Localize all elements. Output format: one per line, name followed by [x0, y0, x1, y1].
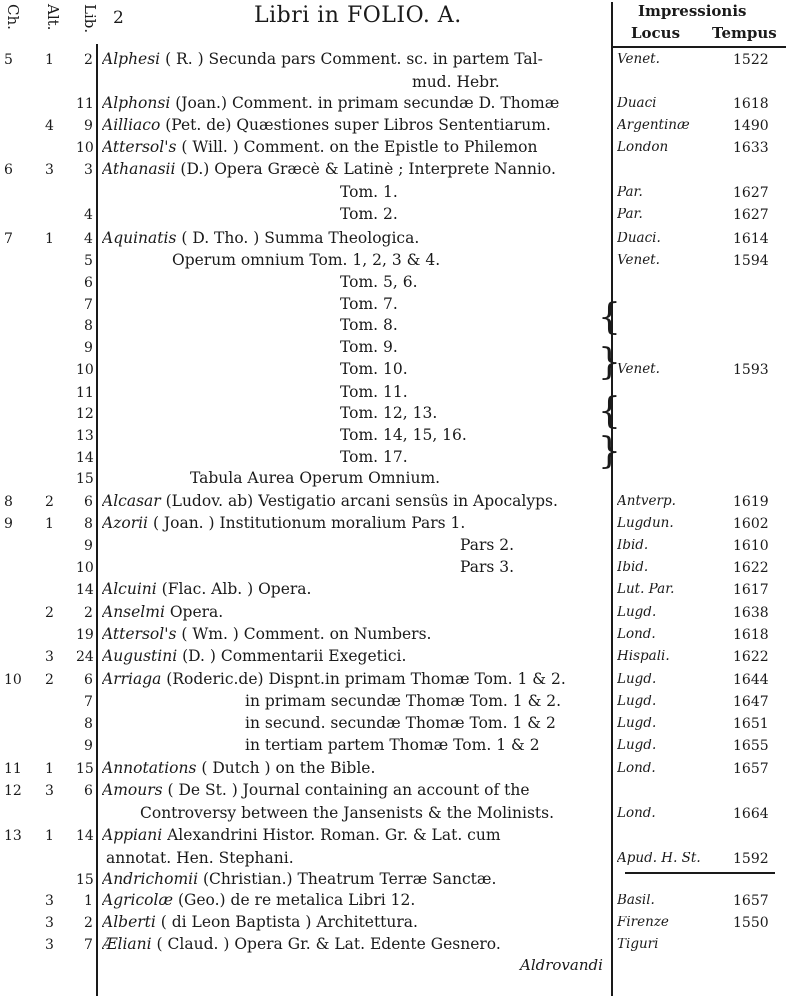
impression-tempus: 1593 [733, 362, 769, 378]
entry-text [340, 318, 398, 334]
entry-author: Æliani [102, 937, 152, 953]
entry-text [140, 806, 554, 822]
impression-tempus: 1633 [733, 140, 769, 156]
impression-locus: Ibid. [617, 561, 649, 575]
page-number: 2 [113, 8, 124, 28]
entry-title: mud. Hebr. [412, 75, 500, 91]
row-lib: 8 [84, 318, 93, 334]
row-ch: 9 [4, 516, 13, 532]
impression-tempus: 1490 [733, 118, 769, 134]
row-lib: 3 [84, 162, 93, 178]
row-lib: 10 [76, 560, 94, 576]
entry-title: (Roderic.de) Dispnt.in primam Thomæ Tom. 1 & 2. [161, 672, 566, 688]
entry-text [102, 96, 559, 112]
row-lib: 9 [84, 738, 93, 754]
grouping-brace-bottom: } [598, 431, 621, 472]
entry-title: in tertiam partem Thomæ Tom. 1 & 2 [245, 738, 540, 754]
entry-author: Alberti [102, 915, 156, 931]
row-lib: 11 [76, 96, 94, 112]
impression-tempus: 1610 [733, 538, 769, 554]
impression-locus: Lugd. [617, 606, 657, 620]
row-alt: 1 [45, 828, 54, 844]
entry-text [340, 385, 408, 401]
column-rule-right [611, 2, 613, 996]
impression-locus: London [617, 141, 669, 155]
row-lib: 9 [84, 340, 93, 356]
entry-text [102, 672, 566, 688]
entry-text [340, 340, 398, 356]
entry-title: Controversy between the Jansenists & the Molinists. [140, 806, 555, 822]
entry-author: Alcasar [102, 494, 161, 510]
impression-locus: Lond. [617, 762, 656, 776]
impression-locus: Duaci [617, 97, 657, 111]
impression-locus: Lond. [617, 807, 656, 821]
col-header-lib: Lib. [81, 4, 99, 34]
impression-tempus: 1657 [733, 761, 769, 777]
row-lib: 14 [76, 450, 94, 466]
impression-tempus: 1622 [733, 649, 769, 665]
impression-locus: Par. [617, 186, 643, 200]
entry-author: Amours [102, 783, 163, 799]
impression-tempus: 1655 [733, 738, 769, 754]
entry-title: Tom. 7. [340, 297, 398, 313]
section-rule [625, 872, 775, 874]
impression-tempus: 1618 [733, 627, 769, 643]
impression-locus: Lugd. [617, 739, 657, 753]
impression-locus: Ibid. [617, 539, 649, 553]
row-lib: 4 [84, 207, 93, 223]
impression-locus: Apud. H. St. [617, 852, 701, 866]
impression-locus: Basil. [617, 894, 655, 908]
row-lib: 15 [76, 872, 94, 888]
impression-locus: Lugd. [617, 695, 657, 709]
entry-title: Tom. 12, 13. [340, 406, 438, 422]
entry-author: Augustini [102, 649, 178, 665]
row-lib: 14 [76, 582, 94, 598]
row-alt: 1 [45, 761, 54, 777]
row-lib: 7 [84, 694, 93, 710]
entry-title: Tom. 11. [340, 385, 408, 401]
row-alt: 3 [45, 649, 54, 665]
impression-tempus: 1647 [733, 694, 769, 710]
entry-text [102, 872, 496, 888]
entry-title: ( De St. ) Journal containing an account of the [162, 783, 530, 799]
entry-text [460, 538, 514, 554]
entry-text [460, 560, 514, 576]
entry-title: ( di Leon Baptista ) Architettura. [155, 915, 418, 931]
entry-title: Tom. 5, 6. [340, 275, 418, 291]
grouping-brace-upper: { [598, 297, 621, 338]
impression-tempus: 1644 [733, 672, 769, 688]
entry-title: Tom. 10. [340, 362, 408, 378]
impression-locus: Lut. Par. [617, 583, 675, 597]
row-lib: 6 [84, 275, 93, 291]
locus-heading: Locus [631, 24, 681, 42]
entry-title: Opera. [164, 605, 224, 621]
row-lib: 15 [76, 471, 94, 487]
entry-text [340, 450, 408, 466]
impression-locus: Tiguri [617, 938, 659, 952]
entry-text [102, 649, 406, 665]
entry-text [102, 761, 375, 777]
entry-author: Annotations [102, 761, 197, 777]
entry-author: Attersol's [102, 140, 177, 156]
row-ch: 8 [4, 494, 13, 510]
entry-text [102, 937, 501, 953]
entry-text [102, 140, 538, 156]
entry-title: ( Joan. ) Institutionum moralium Pars 1. [148, 516, 466, 532]
impressionis-heading: Impressionis [638, 2, 747, 20]
row-lib: 8 [84, 516, 93, 532]
impression-locus: Hispali. [617, 650, 670, 664]
impression-locus: Firenze [617, 916, 669, 930]
column-rule-left [96, 44, 98, 996]
row-alt: 3 [45, 937, 54, 953]
entry-title: Tabula Aurea Operum Omnium. [190, 471, 441, 487]
entry-text [340, 207, 398, 223]
impression-tempus: 1651 [733, 716, 769, 732]
row-lib: 9 [84, 538, 93, 554]
entry-text [340, 428, 467, 444]
entry-title: (D. ) Commentarii Exegetici. [177, 649, 407, 665]
entry-text [106, 851, 294, 867]
row-alt: 2 [45, 672, 54, 688]
entry-author: Azorii [102, 516, 149, 532]
impression-tempus: 1627 [733, 185, 769, 201]
entry-author: Agricolæ [102, 893, 174, 909]
impression-tempus: 1602 [733, 516, 769, 532]
impression-tempus: 1594 [733, 253, 769, 269]
tempus-heading: Tempus [712, 24, 777, 42]
row-alt: 2 [45, 605, 54, 621]
impression-locus: Antverp. [617, 495, 676, 509]
entry-title: Tom. 17. [340, 450, 408, 466]
entry-title: in secund. secundæ Thomæ Tom. 1 & 2 [245, 716, 556, 732]
row-ch: 7 [4, 231, 13, 247]
row-lib: 14 [76, 828, 94, 844]
impression-tempus: 1657 [733, 893, 769, 909]
impression-locus: Argentinæ [617, 119, 690, 133]
row-lib: 24 [76, 649, 94, 665]
entry-text [340, 362, 408, 378]
row-alt: 1 [45, 516, 54, 532]
entry-author: Aquinatis [102, 231, 177, 247]
entry-title: Tom. 14, 15, 16. [340, 428, 467, 444]
row-ch: 13 [4, 828, 22, 844]
row-alt: 3 [45, 162, 54, 178]
entry-title: Pars 3. [460, 560, 515, 576]
entry-text [172, 253, 440, 269]
header-rule [611, 46, 786, 48]
entry-title: Tom. 2. [340, 207, 398, 223]
row-ch: 11 [4, 761, 22, 777]
entry-title: ( Dutch ) on the Bible. [196, 761, 376, 777]
row-lib: 2 [84, 52, 93, 68]
entry-text [340, 185, 398, 201]
row-lib: 13 [76, 428, 94, 444]
page-title: Libri in FOLIO. A. [254, 3, 462, 28]
row-ch: 6 [4, 162, 13, 178]
impression-tempus: 1664 [733, 806, 769, 822]
entry-title: (Christian.) Theatrum Terræ Sanctæ. [198, 872, 497, 888]
impression-locus: Par. [617, 208, 643, 222]
row-alt: 3 [45, 915, 54, 931]
entry-text [340, 406, 437, 422]
row-lib: 10 [76, 140, 94, 156]
row-lib: 6 [84, 494, 93, 510]
entry-title: (Pet. de) Quæstiones super Libros Sententiarum. [160, 118, 551, 134]
row-alt: 4 [45, 118, 54, 134]
impression-tempus: 1614 [733, 231, 769, 247]
impression-tempus: 1618 [733, 96, 769, 112]
impression-tempus: 1638 [733, 605, 769, 621]
entry-author: Alphonsi [102, 96, 171, 112]
entry-text [102, 893, 415, 909]
impression-tempus: 1617 [733, 582, 769, 598]
impression-locus: Venet. [617, 53, 660, 67]
impression-locus: Venet. [617, 254, 660, 268]
row-lib: 11 [76, 385, 94, 401]
entry-title: ( Will. ) Comment. on the Epistle to Philemon [176, 140, 538, 156]
row-lib: 2 [84, 915, 93, 931]
entry-author: Andrichomii [102, 872, 199, 888]
impression-tempus: 1627 [733, 207, 769, 223]
entry-title: (Geo.) de re metalica Libri 12. [173, 893, 416, 909]
entry-text [102, 783, 530, 799]
row-alt: 3 [45, 893, 54, 909]
row-lib: 1 [84, 893, 93, 909]
impression-locus: Lugd. [617, 717, 657, 731]
impression-locus: Lond. [617, 628, 656, 642]
entry-author: Anselmi [102, 605, 165, 621]
catchword: Aldrovandi [520, 956, 603, 974]
entry-title: ( R. ) Secunda pars Comment. sc. in partem Tal- [160, 52, 543, 68]
entry-title: in primam secundæ Thomæ Tom. 1 & 2. [245, 694, 562, 710]
impression-locus: Duaci. [617, 232, 661, 246]
entry-text [102, 118, 551, 134]
entry-title: annotat. Hen. Stephani. [106, 851, 294, 867]
entry-text [340, 297, 398, 313]
row-lib: 15 [76, 761, 94, 777]
impression-tempus: 1619 [733, 494, 769, 510]
entry-author: Alphesi [102, 52, 161, 68]
entry-author: Arriaga [102, 672, 162, 688]
row-lib: 8 [84, 716, 93, 732]
entry-text [102, 494, 558, 510]
entry-text [102, 162, 556, 178]
entry-author: Attersol's [102, 627, 177, 643]
entry-title: Operum omnium Tom. 1, 2, 3 & 4. [172, 253, 441, 269]
entry-title: Tom. 8. [340, 318, 398, 334]
entry-title: (Joan.) Comment. in primam secundæ D. Thomæ [170, 96, 560, 112]
entry-text [190, 471, 440, 487]
row-lib: 6 [84, 783, 93, 799]
row-lib: 7 [84, 297, 93, 313]
entry-author: Athanasii [102, 162, 176, 178]
entry-text [102, 605, 223, 621]
entry-text [245, 694, 561, 710]
entry-title: Tom. 1. [340, 185, 398, 201]
entry-title: Alexandrini Histor. Roman. Gr. & Lat. cum [162, 828, 501, 844]
impression-tempus: 1522 [733, 52, 769, 68]
row-lib: 9 [84, 118, 93, 134]
entry-author: Alcuini [102, 582, 157, 598]
entry-text [245, 716, 556, 732]
entry-title: ( D. Tho. ) Summa Theologica. [176, 231, 420, 247]
entry-text [102, 582, 311, 598]
entry-title: (D.) Opera Græcè & Latinè ; Interprete Nannio. [175, 162, 556, 178]
row-alt: 1 [45, 52, 54, 68]
entry-title: Pars 2. [460, 538, 515, 554]
row-lib: 2 [84, 605, 93, 621]
entry-author: Ailliaco [102, 118, 161, 134]
entry-text [102, 231, 419, 247]
entry-title: (Flac. Alb. ) Opera. [156, 582, 312, 598]
impression-locus: Venet. [617, 363, 660, 377]
entry-text [412, 75, 500, 91]
row-alt: 2 [45, 494, 54, 510]
row-lib: 19 [76, 627, 94, 643]
impression-tempus: 1592 [733, 851, 769, 867]
entry-title: ( Claud. ) Opera Gr. & Lat. Edente Gesnero. [151, 937, 501, 953]
row-lib: 5 [84, 253, 93, 269]
row-lib: 4 [84, 231, 93, 247]
col-header-ch: Ch. [4, 4, 22, 30]
impression-locus: Lugd. [617, 673, 657, 687]
row-alt: 1 [45, 231, 54, 247]
col-header-alt: Alt. [44, 4, 62, 31]
row-alt: 3 [45, 783, 54, 799]
grouping-brace-middle: } [598, 342, 621, 383]
entry-text [340, 275, 418, 291]
impression-tempus: 1622 [733, 560, 769, 576]
entry-text [102, 516, 465, 532]
row-ch: 12 [4, 783, 22, 799]
row-ch: 10 [4, 672, 22, 688]
impression-tempus: 1550 [733, 915, 769, 931]
entry-text [102, 52, 543, 68]
entry-author: Appiani [102, 828, 163, 844]
row-ch: 5 [4, 52, 13, 68]
entry-title: (Ludov. ab) Vestigatio arcani sensûs in Apocalyps. [160, 494, 558, 510]
entry-text [245, 738, 540, 754]
grouping-brace-lower: { [598, 391, 621, 432]
row-lib: 12 [76, 406, 94, 422]
row-lib: 6 [84, 672, 93, 688]
entry-text [102, 627, 431, 643]
entry-text [102, 828, 501, 844]
row-lib: 10 [76, 362, 94, 378]
entry-text [102, 915, 418, 931]
entry-title: ( Wm. ) Comment. on Numbers. [176, 627, 432, 643]
impression-locus: Lugdun. [617, 517, 674, 531]
entry-title: Tom. 9. [340, 340, 398, 356]
row-lib: 7 [84, 937, 93, 953]
